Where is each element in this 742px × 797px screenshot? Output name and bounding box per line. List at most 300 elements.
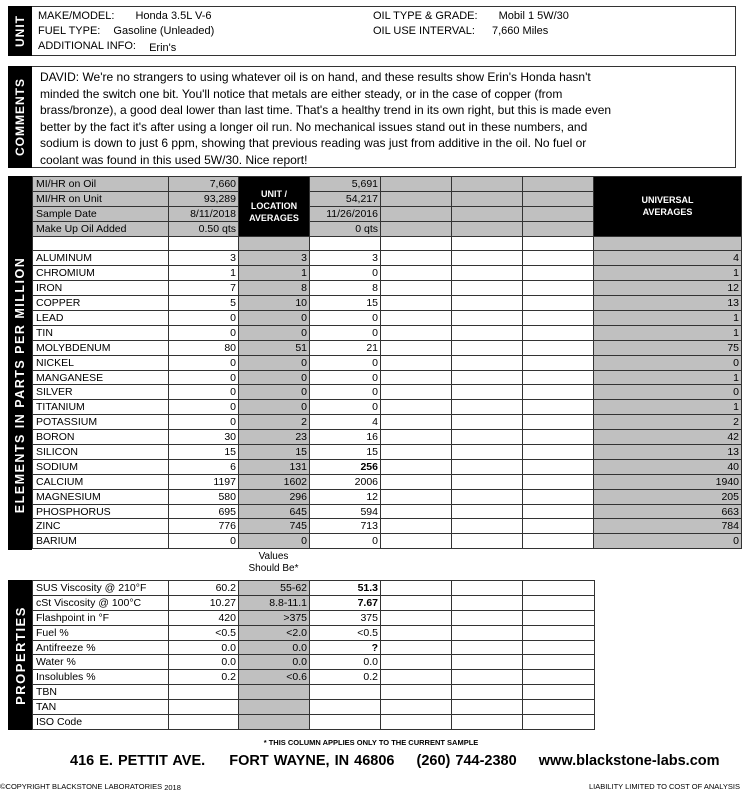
element-row bbox=[33, 296, 742, 311]
empty-cell bbox=[381, 610, 452, 625]
element-row bbox=[33, 281, 742, 296]
property-rows bbox=[33, 581, 595, 730]
element-name: MAGNESIUM bbox=[33, 489, 169, 504]
should-be-value bbox=[239, 715, 310, 730]
properties-table bbox=[32, 580, 595, 730]
empty-cell bbox=[381, 325, 452, 340]
universal-average-value: 40 bbox=[594, 459, 742, 474]
unit-average-value: 0 bbox=[239, 311, 310, 326]
liability-note: LIABILITY LIMITED TO COST OF ANALYSIS bbox=[588, 782, 740, 791]
empty-cell bbox=[381, 670, 452, 685]
property-name: TBN bbox=[33, 685, 169, 700]
current-value bbox=[169, 715, 239, 730]
lab-address: 416 E. PETTIT AVE. bbox=[70, 753, 206, 769]
empty-cell bbox=[523, 355, 594, 370]
should-be-value: <0.6 bbox=[239, 670, 310, 685]
oil-type-row bbox=[373, 9, 569, 23]
additional-info-label: ADDITIONAL INFO: bbox=[38, 40, 136, 52]
property-row bbox=[33, 715, 595, 730]
empty-cell bbox=[523, 581, 595, 596]
current-value bbox=[169, 685, 239, 700]
empty-cell bbox=[452, 177, 523, 192]
empty-cell bbox=[523, 415, 594, 430]
unit-average-value: 0 bbox=[239, 400, 310, 415]
previous-value bbox=[310, 715, 381, 730]
previous-value: 51.3 bbox=[310, 581, 381, 596]
empty-cell bbox=[381, 595, 452, 610]
previous-value: 375 bbox=[310, 610, 381, 625]
element-name: MANGANESE bbox=[33, 370, 169, 385]
previous-value: 0 bbox=[310, 534, 381, 549]
unit-average-value: 10 bbox=[239, 296, 310, 311]
element-name: BARIUM bbox=[33, 534, 169, 549]
empty-cell bbox=[381, 251, 452, 266]
empty-cell bbox=[381, 715, 452, 730]
should-be-value: 0.0 bbox=[239, 655, 310, 670]
current-value: 10.27 bbox=[169, 595, 239, 610]
element-rows bbox=[33, 251, 742, 549]
property-row bbox=[33, 700, 595, 715]
previous-value: 3 bbox=[310, 251, 381, 266]
empty-cell bbox=[381, 311, 452, 326]
element-name: TIN bbox=[33, 325, 169, 340]
empty-cell bbox=[523, 221, 594, 236]
empty-cell bbox=[381, 489, 452, 504]
empty-cell bbox=[523, 445, 594, 460]
empty-cell bbox=[594, 236, 742, 251]
unit-average-value: 0 bbox=[239, 534, 310, 549]
element-name: IRON bbox=[33, 281, 169, 296]
unit-average-value: 0 bbox=[239, 385, 310, 400]
current-value: 15 bbox=[169, 445, 239, 460]
unit-average-value: 0 bbox=[239, 325, 310, 340]
fuel-type-label: FUEL TYPE: bbox=[38, 25, 101, 37]
empty-cell bbox=[381, 296, 452, 311]
previous-value: 713 bbox=[310, 519, 381, 534]
property-row bbox=[33, 670, 595, 685]
previous-value: 0.2 bbox=[310, 670, 381, 685]
universal-average-value: 205 bbox=[594, 489, 742, 504]
current-value: 0 bbox=[169, 534, 239, 549]
element-row bbox=[33, 370, 742, 385]
element-name: BORON bbox=[33, 430, 169, 445]
unit-average-value: 745 bbox=[239, 519, 310, 534]
empty-cell bbox=[452, 700, 523, 715]
empty-cell bbox=[452, 400, 523, 415]
empty-cell bbox=[381, 430, 452, 445]
element-row bbox=[33, 400, 742, 415]
property-name: SUS Viscosity @ 210°F bbox=[33, 581, 169, 596]
empty-cell bbox=[523, 700, 595, 715]
element-name: POTASSIUM bbox=[33, 415, 169, 430]
universal-average-value: 13 bbox=[594, 445, 742, 460]
previous-value: 0 bbox=[310, 325, 381, 340]
empty-cell bbox=[523, 685, 595, 700]
universal-average-value: 13 bbox=[594, 296, 742, 311]
should-be-value bbox=[239, 700, 310, 715]
unit-average-value: 2 bbox=[239, 415, 310, 430]
lab-city: FORT WAYNE, IN 46806 bbox=[229, 753, 395, 769]
element-row bbox=[33, 266, 742, 281]
empty-cell bbox=[523, 504, 594, 519]
empty-cell bbox=[523, 519, 594, 534]
universal-averages-header: UNIVERSAL AVERAGES bbox=[594, 177, 742, 237]
empty-cell bbox=[452, 355, 523, 370]
oil-type-value: Mobil 1 5W/30 bbox=[498, 10, 569, 22]
empty-cell bbox=[381, 400, 452, 415]
current-value: 420 bbox=[169, 610, 239, 625]
unit-average-value: 296 bbox=[239, 489, 310, 504]
current-value: 0 bbox=[169, 370, 239, 385]
current-value: 1197 bbox=[169, 474, 239, 489]
current-value: 0 bbox=[169, 311, 239, 326]
elements-table bbox=[32, 176, 742, 549]
lab-website[interactable]: www.blackstone-labs.com bbox=[538, 753, 720, 769]
universal-average-value: 1 bbox=[594, 370, 742, 385]
element-row bbox=[33, 251, 742, 266]
previous-value: 5,691 bbox=[310, 177, 381, 192]
current-value bbox=[169, 700, 239, 715]
element-row bbox=[33, 474, 742, 489]
element-name: SODIUM bbox=[33, 459, 169, 474]
previous-value: 16 bbox=[310, 430, 381, 445]
empty-cell bbox=[33, 236, 169, 251]
universal-average-value: 1 bbox=[594, 325, 742, 340]
current-value: 0 bbox=[169, 355, 239, 370]
previous-value: 0 bbox=[310, 385, 381, 400]
empty-cell bbox=[452, 459, 523, 474]
properties-section-label: PROPERTIES bbox=[8, 580, 32, 730]
empty-cell bbox=[452, 281, 523, 296]
empty-cell bbox=[523, 595, 595, 610]
should-be-value: 55-62 bbox=[239, 581, 310, 596]
element-row bbox=[33, 504, 742, 519]
empty-cell bbox=[523, 340, 594, 355]
element-row bbox=[33, 459, 742, 474]
empty-cell bbox=[452, 595, 523, 610]
empty-cell bbox=[310, 236, 381, 251]
element-name: NICKEL bbox=[33, 355, 169, 370]
should-be-value: >375 bbox=[239, 610, 310, 625]
empty-cell bbox=[381, 206, 452, 221]
previous-value: 0.0 bbox=[310, 655, 381, 670]
empty-cell bbox=[452, 370, 523, 385]
universal-average-value: 0 bbox=[594, 355, 742, 370]
comments-box bbox=[32, 66, 736, 168]
elements-section-label: ELEMENTS IN PARTS PER MILLION bbox=[8, 176, 32, 550]
empty-cell bbox=[452, 296, 523, 311]
empty-cell bbox=[452, 325, 523, 340]
should-be-value bbox=[239, 685, 310, 700]
empty-cell bbox=[523, 311, 594, 326]
empty-cell bbox=[452, 474, 523, 489]
property-name: cSt Viscosity @ 100°C bbox=[33, 595, 169, 610]
property-row bbox=[33, 610, 595, 625]
element-row bbox=[33, 519, 742, 534]
current-value: 0.50 qts bbox=[169, 221, 239, 236]
comment-line: coolant was found in this used 5W/30. Nice report! bbox=[40, 152, 308, 167]
empty-cell bbox=[523, 610, 595, 625]
property-row bbox=[33, 655, 595, 670]
empty-cell bbox=[452, 251, 523, 266]
previous-value: 11/26/2016 bbox=[310, 206, 381, 221]
current-value: 8/11/2018 bbox=[169, 206, 239, 221]
empty-cell bbox=[239, 236, 310, 251]
previous-value: 0 bbox=[310, 400, 381, 415]
empty-cell bbox=[452, 415, 523, 430]
empty-cell bbox=[452, 640, 523, 655]
previous-value bbox=[310, 685, 381, 700]
empty-cell bbox=[452, 385, 523, 400]
current-value: 7 bbox=[169, 281, 239, 296]
element-row bbox=[33, 415, 742, 430]
copyright-year: 2018 bbox=[164, 783, 181, 792]
unit-average-value: 1602 bbox=[239, 474, 310, 489]
copyright: ©COPYRIGHT BLACKSTONE LABORATORIES 2018 bbox=[0, 782, 181, 792]
empty-cell bbox=[381, 445, 452, 460]
empty-cell bbox=[381, 191, 452, 206]
element-row bbox=[33, 489, 742, 504]
unit-info-box bbox=[32, 6, 736, 56]
property-name: Water % bbox=[33, 655, 169, 670]
oil-interval-value: 7,660 Miles bbox=[491, 25, 549, 37]
element-row bbox=[33, 430, 742, 445]
empty-cell bbox=[381, 700, 452, 715]
element-name: CALCIUM bbox=[33, 474, 169, 489]
spacer-row bbox=[33, 236, 742, 251]
unit-average-value: 1 bbox=[239, 266, 310, 281]
fuel-type-row bbox=[38, 24, 214, 38]
current-value: 776 bbox=[169, 519, 239, 534]
universal-average-value: 0 bbox=[594, 534, 742, 549]
empty-cell bbox=[381, 355, 452, 370]
empty-cell bbox=[381, 415, 452, 430]
property-row bbox=[33, 640, 595, 655]
empty-cell bbox=[452, 670, 523, 685]
current-value: 0 bbox=[169, 415, 239, 430]
empty-cell bbox=[452, 340, 523, 355]
empty-cell bbox=[523, 430, 594, 445]
universal-average-value: 12 bbox=[594, 281, 742, 296]
make-model-value: Honda 3.5L V-6 bbox=[135, 10, 212, 22]
current-value: 60.2 bbox=[169, 581, 239, 596]
empty-cell bbox=[452, 534, 523, 549]
universal-average-value: 1 bbox=[594, 266, 742, 281]
previous-value: 12 bbox=[310, 489, 381, 504]
empty-cell bbox=[523, 281, 594, 296]
empty-cell bbox=[452, 430, 523, 445]
empty-cell bbox=[452, 610, 523, 625]
previous-value: 15 bbox=[310, 296, 381, 311]
should-be-value: 0.0 bbox=[239, 640, 310, 655]
previous-value: 21 bbox=[310, 340, 381, 355]
property-row bbox=[33, 581, 595, 596]
current-value: 0.2 bbox=[169, 670, 239, 685]
previous-value: 15 bbox=[310, 445, 381, 460]
oil-interval-label: OIL USE INTERVAL: bbox=[373, 25, 475, 37]
empty-cell bbox=[381, 236, 452, 251]
empty-cell bbox=[452, 519, 523, 534]
universal-average-value: 4 bbox=[594, 251, 742, 266]
universal-average-value: 1940 bbox=[594, 474, 742, 489]
unit-average-value: 131 bbox=[239, 459, 310, 474]
previous-value: 54,217 bbox=[310, 191, 381, 206]
sample-info-label: MI/HR on Unit bbox=[33, 191, 169, 206]
empty-cell bbox=[523, 670, 595, 685]
column-note: * THIS COLUMN APPLIES ONLY TO THE CURRENT SAMPLE bbox=[263, 738, 479, 747]
previous-value: 0 bbox=[310, 311, 381, 326]
should-be-value: 8.8-11.1 bbox=[239, 595, 310, 610]
current-value: 0.0 bbox=[169, 655, 239, 670]
empty-cell bbox=[452, 655, 523, 670]
previous-value: 0 qts bbox=[310, 221, 381, 236]
empty-cell bbox=[381, 340, 452, 355]
element-name: MOLYBDENUM bbox=[33, 340, 169, 355]
unit-average-value: 51 bbox=[239, 340, 310, 355]
sample-info-label: MI/HR on Oil bbox=[33, 177, 169, 192]
previous-value: 0 bbox=[310, 266, 381, 281]
empty-cell bbox=[452, 489, 523, 504]
empty-cell bbox=[381, 221, 452, 236]
empty-cell bbox=[523, 296, 594, 311]
universal-average-value: 2 bbox=[594, 415, 742, 430]
previous-value: 4 bbox=[310, 415, 381, 430]
comment-line: sodium is down to just 6 ppm, showing that previous reading was just from additive in the oil. No fuel or bbox=[40, 136, 587, 150]
current-value: 6 bbox=[169, 459, 239, 474]
empty-cell bbox=[523, 459, 594, 474]
element-name: ZINC bbox=[33, 519, 169, 534]
oil-interval-row bbox=[373, 24, 548, 38]
property-name: Insolubles % bbox=[33, 670, 169, 685]
element-name: ALUMINUM bbox=[33, 251, 169, 266]
current-value: 0.0 bbox=[169, 640, 239, 655]
universal-average-value: 1 bbox=[594, 311, 742, 326]
comment-line: minded the switch one bit. You'll notice that metals are either steady, or in the case of copper (from bbox=[40, 86, 563, 101]
empty-cell bbox=[523, 177, 594, 192]
unit-average-value: 23 bbox=[239, 430, 310, 445]
empty-cell bbox=[452, 625, 523, 640]
universal-average-value: 663 bbox=[594, 504, 742, 519]
empty-cell bbox=[523, 489, 594, 504]
unit-average-value: 0 bbox=[239, 355, 310, 370]
empty-cell bbox=[381, 655, 452, 670]
empty-cell bbox=[381, 177, 452, 192]
empty-cell bbox=[452, 236, 523, 251]
empty-cell bbox=[523, 400, 594, 415]
empty-cell bbox=[452, 685, 523, 700]
sample-info-row bbox=[33, 177, 742, 192]
property-name: Flashpoint in °F bbox=[33, 610, 169, 625]
empty-cell bbox=[452, 266, 523, 281]
current-value: 1 bbox=[169, 266, 239, 281]
empty-cell bbox=[452, 311, 523, 326]
current-value: 695 bbox=[169, 504, 239, 519]
empty-cell bbox=[169, 236, 239, 251]
element-name: SILVER bbox=[33, 385, 169, 400]
previous-value: 256 bbox=[310, 459, 381, 474]
universal-average-value: 75 bbox=[594, 340, 742, 355]
previous-value: 8 bbox=[310, 281, 381, 296]
empty-cell bbox=[523, 206, 594, 221]
current-value: 580 bbox=[169, 489, 239, 504]
current-value: 5 bbox=[169, 296, 239, 311]
additional-info-value: Erin's bbox=[149, 42, 177, 54]
element-row bbox=[33, 325, 742, 340]
element-row bbox=[33, 311, 742, 326]
empty-cell bbox=[452, 715, 523, 730]
current-value: 0 bbox=[169, 385, 239, 400]
previous-value: <0.5 bbox=[310, 625, 381, 640]
element-name: LEAD bbox=[33, 311, 169, 326]
sample-info-label: Make Up Oil Added bbox=[33, 221, 169, 236]
element-name: COPPER bbox=[33, 296, 169, 311]
current-value: 30 bbox=[169, 430, 239, 445]
lab-phone: (260) 744-2380 bbox=[416, 753, 517, 769]
empty-cell bbox=[523, 534, 594, 549]
comment-line: brass/bronze), a good deal lower than last time. That's a healthy trend in its own right, but this is made even bbox=[40, 103, 612, 117]
property-name: TAN bbox=[33, 700, 169, 715]
universal-average-value: 1 bbox=[594, 400, 742, 415]
previous-value: 0 bbox=[310, 370, 381, 385]
empty-cell bbox=[523, 655, 595, 670]
unit-section-label: UNIT bbox=[8, 6, 32, 56]
property-row bbox=[33, 595, 595, 610]
empty-cell bbox=[523, 266, 594, 281]
empty-cell bbox=[523, 640, 595, 655]
current-value: <0.5 bbox=[169, 625, 239, 640]
empty-cell bbox=[523, 191, 594, 206]
previous-value: 7.67 bbox=[310, 595, 381, 610]
empty-cell bbox=[523, 474, 594, 489]
empty-cell bbox=[381, 640, 452, 655]
empty-cell bbox=[452, 445, 523, 460]
empty-cell bbox=[523, 715, 595, 730]
unit-average-value: 645 bbox=[239, 504, 310, 519]
should-be-value: <2.0 bbox=[239, 625, 310, 640]
universal-average-value: 0 bbox=[594, 385, 742, 400]
empty-cell bbox=[381, 534, 452, 549]
comment-line: DAVID: We're no strangers to using whatever oil is on hand, and these results show Erin's Honda hasn't bbox=[40, 70, 591, 84]
make-model-label: MAKE/MODEL: bbox=[38, 10, 115, 22]
empty-cell bbox=[523, 385, 594, 400]
empty-cell bbox=[452, 504, 523, 519]
universal-average-value: 784 bbox=[594, 519, 742, 534]
element-row bbox=[33, 385, 742, 400]
current-value: 7,660 bbox=[169, 177, 239, 192]
unit-average-value: 8 bbox=[239, 281, 310, 296]
empty-cell bbox=[452, 221, 523, 236]
lab-contact-line bbox=[70, 753, 720, 769]
element-name: PHOSPHORUS bbox=[33, 504, 169, 519]
comments-section-label: COMMENTS bbox=[8, 66, 32, 168]
property-name: Antifreeze % bbox=[33, 640, 169, 655]
sample-info-label: Sample Date bbox=[33, 206, 169, 221]
empty-cell bbox=[452, 581, 523, 596]
oil-type-label: OIL TYPE & GRADE: bbox=[373, 10, 478, 22]
empty-cell bbox=[523, 625, 595, 640]
element-row bbox=[33, 534, 742, 549]
unit-averages-header: UNIT / LOCATION AVERAGES bbox=[239, 177, 310, 237]
property-name: ISO Code bbox=[33, 715, 169, 730]
previous-value: 594 bbox=[310, 504, 381, 519]
empty-cell bbox=[381, 459, 452, 474]
current-value: 93,289 bbox=[169, 191, 239, 206]
values-should-be-header: Values Should Be* bbox=[248, 551, 299, 574]
element-name: TITANIUM bbox=[33, 400, 169, 415]
unit-average-value: 15 bbox=[239, 445, 310, 460]
unit-average-value: 0 bbox=[239, 370, 310, 385]
previous-value bbox=[310, 700, 381, 715]
